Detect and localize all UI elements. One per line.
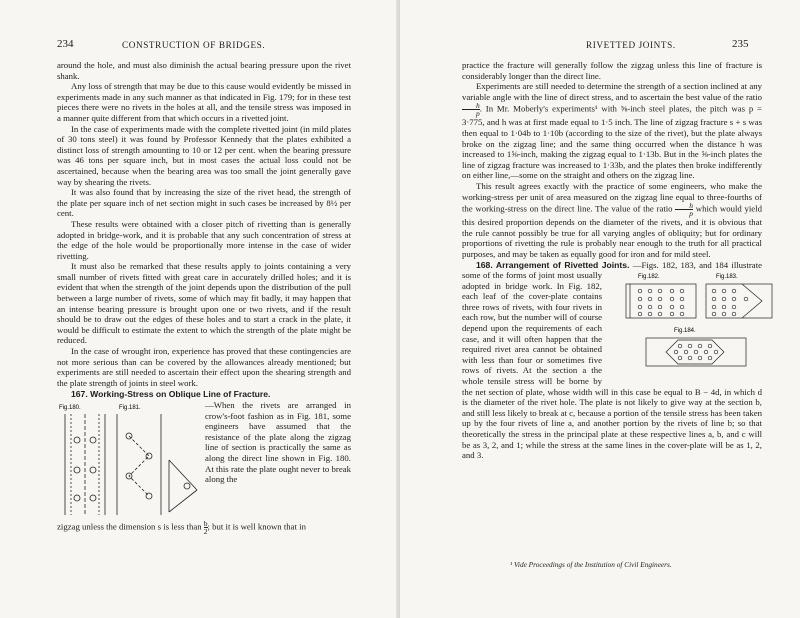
ratio-denominator: p xyxy=(476,109,480,119)
ratio-denominator: p xyxy=(689,209,694,219)
p3a: This result agrees exactly with the practice of some engineers, who make the working-stress per unit of area measured on the zigzag line equal to three-fourths of the working-stress on the direct line. The value of the ratio xyxy=(462,180,762,214)
figures-182-184 xyxy=(602,270,762,382)
right-page-number: 235 xyxy=(732,38,749,50)
section-168 xyxy=(462,260,762,461)
paragraph: It was also found that by increasing the size of the rivet head, the strength of the plate per square inch of net section might in such cases be increased by 8½ per cent. xyxy=(57,187,351,219)
section-168-heading: 168. Arrangement of Rivetted Joints. xyxy=(476,259,630,270)
paragraph xyxy=(462,181,762,260)
figure-182-184-drawing xyxy=(616,270,776,382)
paragraph: In the case of wrought iron, experience has proved that these contingencies are not more serious than can be covered by the allowances already mentioned; but experiments are still needed to ascertain their effect upon the shearing strength and the plate strength of joints in steel work. xyxy=(57,346,351,388)
fig184-label: Fig.184. xyxy=(674,328,696,335)
fig182-joint xyxy=(626,284,696,318)
figure-180-181-drawing xyxy=(57,400,205,520)
paragraph xyxy=(462,81,762,181)
section-167 xyxy=(57,389,351,400)
last-line-b: ; but it is well known that in xyxy=(207,521,306,532)
right-page xyxy=(400,0,800,618)
p2b: . In Mr. Moberly's experiments¹ with ⅝-inch steel plates, the pitch was p = 3·775, and h was at first made equal to 1·5 inch. The line of zigzag fracture s + s was then equal to 1·04b to 1·10b (according to the size of the rivet), but the plate always broke on the zigzag line; and the same thing occurred when the distance h was increased to 1⅝-inch, making the zigzag equal to 1·13b. But in the ⅝-inch plates the line of zigzag fracture was increased to 1·33b, and the plates then broke indifferently on either line,—some on the straight and others on the zigzag line. xyxy=(462,103,762,181)
fig180-plate xyxy=(65,414,105,515)
last-line-a: zigzag unless the dimension s is less than xyxy=(57,521,202,532)
left-running-header: CONSTRUCTION OF BRIDGES. xyxy=(122,40,266,50)
fig183-joint xyxy=(706,284,772,318)
last-line xyxy=(57,520,351,535)
ratio-numerator: h xyxy=(462,102,480,110)
ratio-fraction-2 xyxy=(675,202,693,217)
figures-180-181 xyxy=(57,400,205,520)
p2a: Experiments are still needed to determine the strength of a section inclined at any variable angle with the line of direct stress, and to ascertain the best value of the ratio xyxy=(462,81,762,102)
p3b: which would yield this desired proportion depends on the diameter of the rivets, and it is obvious that the rule cannot possibly be true for all varying angles of obliquity; but for ordinary proportions of rivetting the rule is probably near enough to the truth for all practical purposes, and may be taken as equally good for iron and for mild steel. xyxy=(462,203,762,259)
paragraph: around the hole, and must also diminish the actual bearing pressure upon the rivet shank. xyxy=(57,60,351,81)
section-168-text: —Figs. 182, 183, and 184 illustrate some of the forms of joint most usually adopted in bridge work. In Fig. 182, each leaf of the cover-plate contains three rows of rivets, with four rivets in each row, but the number will of course depend upon the requirements of each case, and it will often happen that the required rivet area cannot be obtained with less than four or sometimes five rows of rivets. At the section a the whole tensile stress will be borne by the net section of plate, whose width will in this case be equal to B − 4d, in which d is the diameter of the rivet hole. The plate is not likely to give way at the section b, and still less likely to break at c, because a portion of the tensile stress has been taken up by the four rivets of line a, and another portion by the rivets of line b; so that theoretically the stress in the principal plate at these respective lines a, b, and c will be as 3, 2, and 1; while the stress at the same lines in the cover-plate will be as 1, 2, and 3. xyxy=(462,259,763,461)
fig181-label: Fig.181. xyxy=(119,405,141,411)
paragraph: practice the fracture will generally follow the zigzag unless this line of fracture is considerably longer than the direct line. xyxy=(462,60,762,81)
fig183-label: Fig.183. xyxy=(716,274,738,281)
footnote: ¹ Vide Proceedings of the Institution of Civil Engineers. xyxy=(510,560,672,569)
section-167-heading: 167. Working-Stress on Oblique Line of Fracture. xyxy=(71,389,271,400)
fig180-label: Fig.180. xyxy=(59,405,81,411)
section-167-body xyxy=(57,400,351,485)
paragraph: It must also be remarked that these results apply to joints containing a very small number of rivets fitted with great care in accurately drilled holes; and it is evident that when the strength of the joint depends upon the distribution of the pull between a large number of rivets, some of which may fit badly, it may happen that an intense bearing pressure is brought upon one or two rivets, and if the result should be to draw out the edges of these holes and to start a crack in the plate, it would be difficult to estimate the extent to which the strength of the plate might be reduced. xyxy=(57,261,351,346)
paragraph: In the case of experiments made with the complete rivetted joint (in mild plates of 30 tons steel) it was found by Professor Kennedy that the plates exhibited a distinct loss of strength amounting to 10 or 12 per cent. when the bearing pressure was 46 tons per square inch, but in most cases the actual loss could not be ascertained, because when the bearing area was too small the joint generally gave way by shearing the rivets. xyxy=(57,123,351,187)
fig182-label: Fig.182. xyxy=(638,274,660,281)
fraction-numerator: b xyxy=(203,519,208,528)
right-body xyxy=(462,60,762,461)
fig184-joint xyxy=(646,338,746,366)
paragraph: These results were obtained with a closer pitch of rivetting than is generally adopted in bridge-work, and it is probable that any such concentration of stress at the edge of the hole would be proportionally more intense in the case of wider rivetting. xyxy=(57,218,351,261)
fig181-plate xyxy=(117,414,197,515)
ratio-fraction xyxy=(462,102,480,117)
left-page-number: 234 xyxy=(57,38,74,50)
paragraph: Any loss of strength that may be due to this cause would evidently be missed in experiments made in any such manner as that indicated in Fig. 179; for in these test pieces there were no rivets in the holes at all, and the tensile stress was imposed in a manner quite different from that which occurs in a rivetted joint. xyxy=(57,81,351,123)
fraction-denominator: 2 xyxy=(203,527,208,536)
section-167-text: —When the rivets are arranged in crow's-foot fashion as in Fig. 181, some engineers have assumed that the resistance of the plate along the zigzag line of section is practically the same as along the direct line shown in Fig. 180. At this rate the plate ought never to break along the xyxy=(205,400,351,485)
right-running-header: RIVETTED JOINTS. xyxy=(586,40,676,50)
left-body xyxy=(57,60,351,535)
ratio-numerator: h xyxy=(675,202,693,210)
